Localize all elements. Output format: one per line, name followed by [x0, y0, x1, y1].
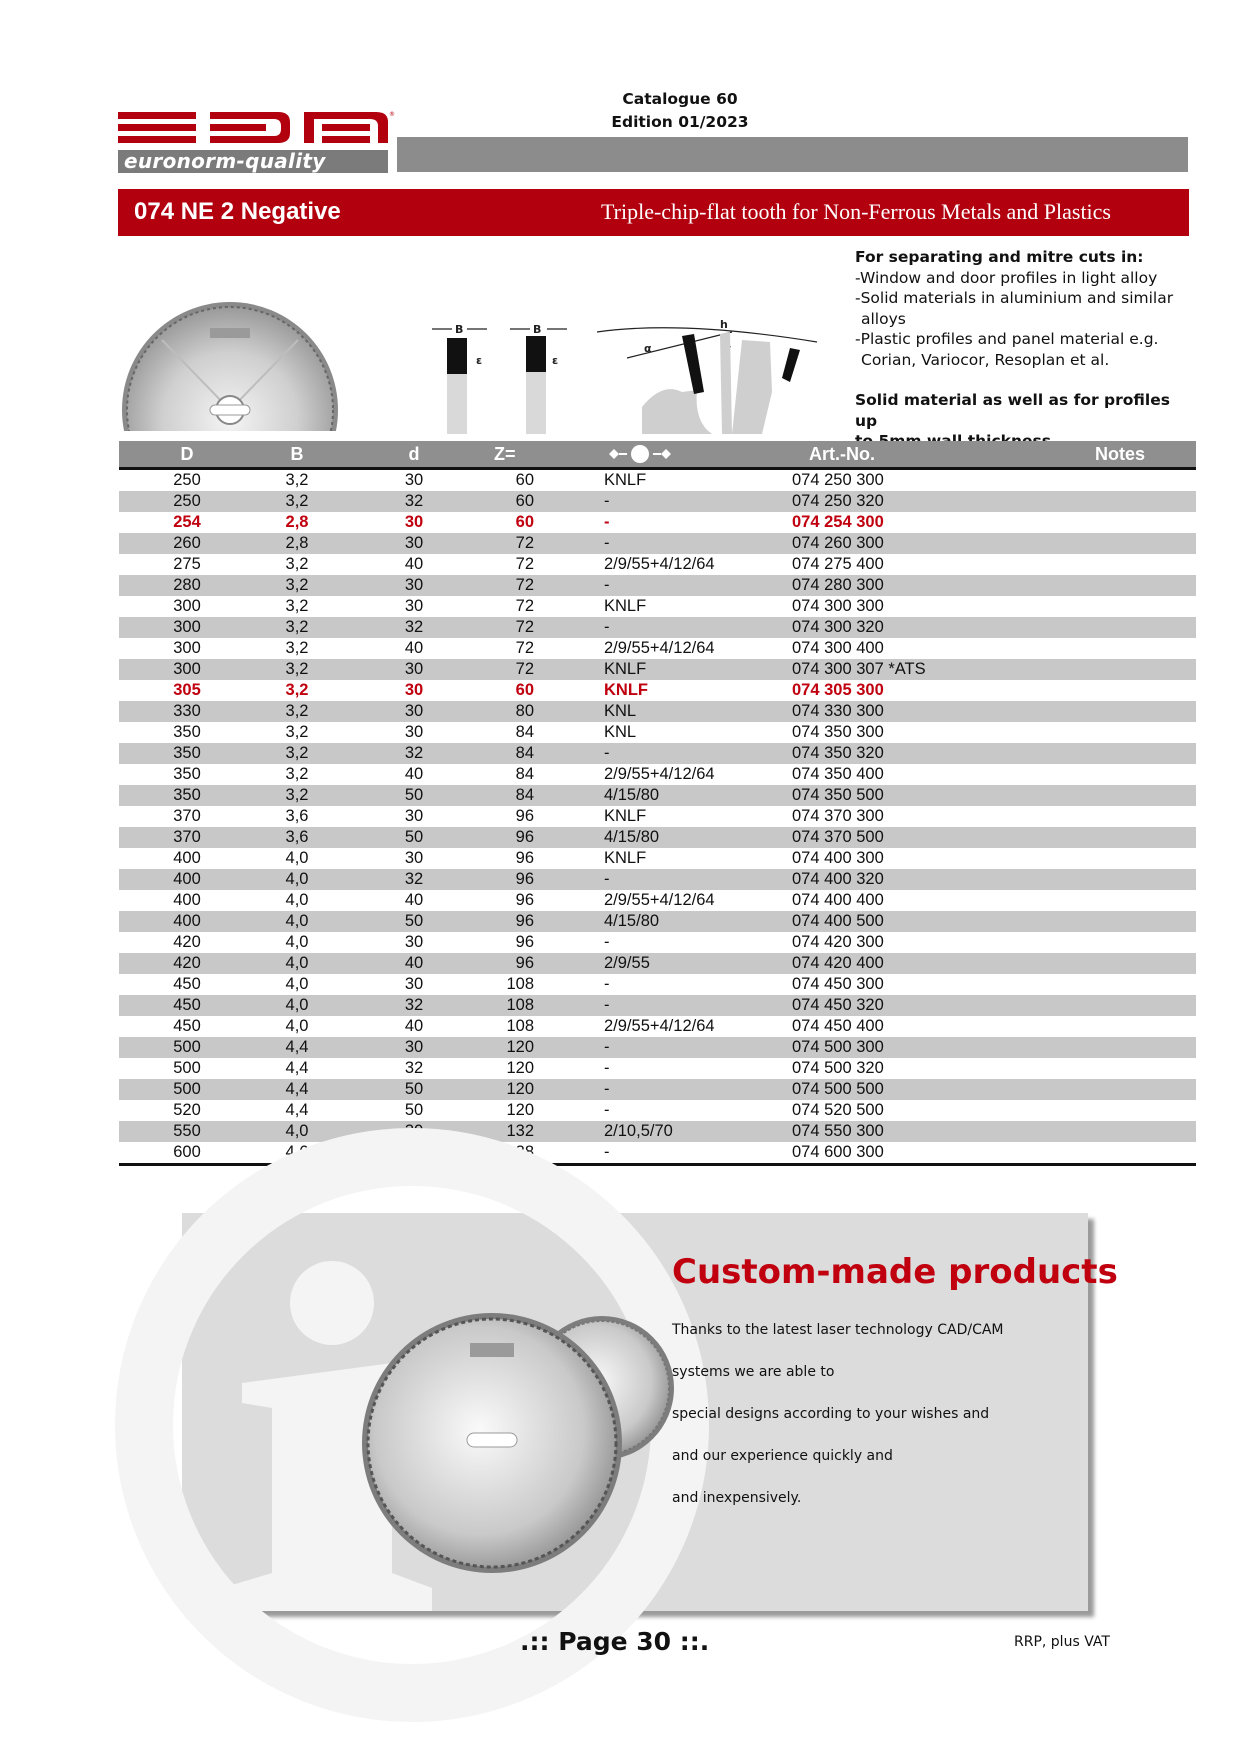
- table-row: [119, 491, 1196, 512]
- table-row: [119, 575, 1196, 596]
- cell-art-no: 074 330 300: [792, 702, 884, 720]
- cell-diameter: 300: [173, 618, 201, 636]
- cell-diameter: 400: [173, 891, 201, 909]
- usage-section: [855, 247, 1195, 452]
- cell-art-no: 074 350 320: [792, 744, 884, 762]
- cell-bore: 30: [404, 471, 424, 489]
- cell-diameter: 550: [173, 1122, 201, 1140]
- cell-kerf-width: 4,0: [285, 975, 309, 993]
- cell-teeth: 96: [515, 828, 534, 846]
- cell-teeth: 84: [515, 723, 534, 741]
- tooth-geometry-diagram: [432, 312, 818, 434]
- cell-art-no: 074 280 300: [792, 576, 884, 594]
- cell-kerf-width: 2,8: [285, 513, 309, 531]
- cell-art-no: 074 300 400: [792, 639, 884, 657]
- cell-bore: 30: [404, 1143, 424, 1161]
- cell-bore: 32: [404, 1059, 424, 1077]
- cell-bore: 30: [404, 702, 424, 720]
- cell-pinholes: 2/9/55+4/12/64: [604, 639, 715, 657]
- cell-art-no: 074 500 300: [792, 1038, 884, 1056]
- cell-pinholes: KNLF: [604, 471, 647, 489]
- header-art-no: Art.-No.: [809, 444, 875, 464]
- table-header: [119, 441, 1196, 467]
- cell-diameter: 350: [173, 723, 201, 741]
- cell-pinholes: -: [604, 513, 610, 531]
- cell-pinholes: -: [604, 1038, 610, 1056]
- product-code: 074 NE 2 Negative: [134, 198, 341, 225]
- table-row: [119, 932, 1196, 953]
- cell-teeth: 108: [506, 996, 534, 1014]
- cell-art-no: 074 600 300: [792, 1143, 884, 1161]
- cell-bore: 50: [404, 828, 424, 846]
- table-row: [119, 827, 1196, 848]
- custom-line: and inexpensively.: [672, 1490, 802, 1506]
- cell-teeth: 132: [506, 1122, 534, 1140]
- cell-art-no: 074 400 400: [792, 891, 884, 909]
- cell-teeth: 84: [515, 744, 534, 762]
- table-row: [119, 722, 1196, 743]
- page-number: .:: Page 30 ::.: [520, 1627, 710, 1656]
- cell-diameter: 450: [173, 996, 201, 1014]
- cell-pinholes: -: [604, 618, 610, 636]
- usage-line: alloys: [861, 309, 906, 328]
- cell-diameter: 305: [173, 681, 201, 699]
- cell-art-no: 074 420 300: [792, 933, 884, 951]
- cell-pinholes: 2/9/55+4/12/64: [604, 765, 715, 783]
- cell-diameter: 420: [173, 954, 201, 972]
- header-teeth: Z=: [494, 444, 516, 464]
- cell-bore: 40: [404, 1017, 424, 1035]
- table-row: [119, 890, 1196, 911]
- cell-teeth: 72: [515, 597, 534, 615]
- cell-diameter: 420: [173, 933, 201, 951]
- cell-pinholes: -: [604, 1080, 610, 1098]
- table-row: [119, 1058, 1196, 1079]
- cell-art-no: 074 305 300: [792, 681, 884, 699]
- cell-pinholes: -: [604, 744, 610, 762]
- cell-pinholes: KNLF: [604, 849, 647, 867]
- cell-bore: 50: [404, 912, 424, 930]
- cell-diameter: 500: [173, 1080, 201, 1098]
- cell-bore: 30: [404, 660, 424, 678]
- table-row: [119, 1079, 1196, 1100]
- cell-art-no: 074 550 300: [792, 1122, 884, 1140]
- cell-kerf-width: 3,2: [285, 786, 309, 804]
- cell-pinholes: -: [604, 1101, 610, 1119]
- cell-teeth: 84: [515, 765, 534, 783]
- cell-art-no: 074 350 300: [792, 723, 884, 741]
- cell-diameter: 520: [173, 1101, 201, 1119]
- cell-diameter: 600: [173, 1143, 201, 1161]
- cell-art-no: 074 420 400: [792, 954, 884, 972]
- cell-diameter: 275: [173, 555, 201, 573]
- cell-art-no: 074 350 400: [792, 765, 884, 783]
- cell-art-no: 074 450 300: [792, 975, 884, 993]
- cell-art-no: 074 250 320: [792, 492, 884, 510]
- table-row: [119, 470, 1196, 491]
- cell-diameter: 450: [173, 1017, 201, 1035]
- cell-teeth: 72: [515, 576, 534, 594]
- cell-teeth: 60: [515, 471, 534, 489]
- cell-kerf-width: 3,2: [285, 765, 309, 783]
- svg-text:h: h: [720, 318, 728, 331]
- cell-pinholes: -: [604, 1143, 610, 1161]
- cell-bore: 40: [404, 891, 424, 909]
- cell-art-no: 074 370 300: [792, 807, 884, 825]
- cell-pinholes: -: [604, 1059, 610, 1077]
- cell-diameter: 254: [173, 513, 201, 531]
- cell-pinholes: 2/9/55: [604, 954, 650, 972]
- cell-art-no: 074 260 300: [792, 534, 884, 552]
- cell-kerf-width: 4,0: [285, 912, 309, 930]
- cell-diameter: 280: [173, 576, 201, 594]
- cell-teeth: 72: [515, 660, 534, 678]
- cell-kerf-width: 4,0: [285, 933, 309, 951]
- table-row: [119, 512, 1196, 533]
- cell-bore: 30: [404, 681, 424, 699]
- custom-line: systems we are able to: [672, 1364, 835, 1380]
- cell-bore: 32: [404, 618, 424, 636]
- table-row: [119, 1100, 1196, 1121]
- table-row: [119, 743, 1196, 764]
- cell-teeth: 72: [515, 639, 534, 657]
- product-title-bar: [118, 189, 1189, 236]
- cell-kerf-width: 3,2: [285, 471, 309, 489]
- header-notes: Notes: [1095, 444, 1146, 464]
- cell-diameter: 260: [173, 534, 201, 552]
- header-kerf-width: B: [290, 444, 304, 464]
- table-row: [119, 995, 1196, 1016]
- cell-bore: 32: [404, 492, 424, 510]
- cell-bore: 32: [404, 744, 424, 762]
- table-row: [119, 848, 1196, 869]
- table-body: [119, 470, 1196, 1163]
- cell-kerf-width: 4,4: [285, 1080, 309, 1098]
- cell-kerf-width: 3,2: [285, 555, 309, 573]
- cell-diameter: 370: [173, 807, 201, 825]
- cell-diameter: 400: [173, 870, 201, 888]
- cell-bore: 30: [404, 1122, 424, 1140]
- cell-pinholes: 4/15/80: [604, 912, 660, 930]
- cell-kerf-width: 4,0: [285, 1122, 309, 1140]
- cell-teeth: 96: [515, 807, 534, 825]
- custom-line: Thanks to the latest laser technology CAD/CAM: [672, 1322, 1004, 1338]
- cell-diameter: 350: [173, 744, 201, 762]
- cell-bore: 30: [404, 723, 424, 741]
- cell-teeth: 120: [506, 1059, 534, 1077]
- cell-diameter: 250: [173, 471, 201, 489]
- cell-teeth: 96: [515, 954, 534, 972]
- cell-teeth: 96: [515, 870, 534, 888]
- cell-bore: 30: [404, 1038, 424, 1056]
- cell-diameter: 250: [173, 492, 201, 510]
- cell-teeth: 80: [515, 702, 534, 720]
- cell-teeth: 60: [515, 513, 534, 531]
- cell-pinholes: -: [604, 492, 610, 510]
- cell-kerf-width: 3,6: [285, 828, 309, 846]
- table-row: [119, 701, 1196, 722]
- table-row: [119, 596, 1196, 617]
- cell-kerf-width: 3,2: [285, 681, 309, 699]
- usage-line: -Solid materials in aluminium and similar: [855, 289, 1174, 307]
- cell-kerf-width: 3,2: [285, 576, 309, 594]
- cell-diameter: 300: [173, 639, 201, 657]
- cell-kerf-width: 3,2: [285, 492, 309, 510]
- cell-teeth: 120: [506, 1101, 534, 1119]
- cell-art-no: 074 350 500: [792, 786, 884, 804]
- cell-art-no: 074 370 500: [792, 828, 884, 846]
- cell-art-no: 074 500 500: [792, 1080, 884, 1098]
- cell-diameter: 300: [173, 660, 201, 678]
- cell-bore: 50: [404, 1080, 424, 1098]
- svg-text:ε: ε: [476, 354, 483, 367]
- cell-diameter: 500: [173, 1059, 201, 1077]
- cell-art-no: 074 450 320: [792, 996, 884, 1014]
- table-row: [119, 806, 1196, 827]
- usage-line: Corian, Variocor, Resoplan et al.: [861, 350, 1110, 369]
- cell-pinholes: KNL: [604, 702, 637, 720]
- table-row: [119, 1121, 1196, 1142]
- cell-bore: 30: [404, 933, 424, 951]
- cell-diameter: 400: [173, 849, 201, 867]
- cell-teeth: 84: [515, 786, 534, 804]
- cell-art-no: 074 520 500: [792, 1101, 884, 1119]
- cell-teeth: 60: [515, 681, 534, 699]
- cell-pinholes: -: [604, 534, 610, 552]
- cell-teeth: 120: [506, 1038, 534, 1056]
- table-row: [119, 617, 1196, 638]
- cell-kerf-width: 4,6: [285, 1143, 309, 1161]
- usage-note: Solid material as well as for profiles up: [855, 391, 1170, 430]
- cell-teeth: 96: [515, 933, 534, 951]
- cell-teeth: 138: [506, 1143, 534, 1161]
- cell-bore: 40: [404, 954, 424, 972]
- cell-teeth: 60: [515, 492, 534, 510]
- cell-bore: 40: [404, 639, 424, 657]
- cell-bore: 32: [404, 870, 424, 888]
- cell-bore: 30: [404, 849, 424, 867]
- cell-pinholes: -: [604, 975, 610, 993]
- cell-pinholes: 4/15/80: [604, 786, 660, 804]
- product-table: [119, 441, 1196, 1166]
- cell-pinholes: KNL: [604, 723, 637, 741]
- usage-heading: For separating and mitre cuts in:: [855, 248, 1144, 266]
- cell-pinholes: KNLF: [604, 660, 647, 678]
- cell-kerf-width: 4,0: [285, 891, 309, 909]
- table-row: [119, 953, 1196, 974]
- cell-bore: 30: [404, 534, 424, 552]
- cell-pinholes: -: [604, 870, 610, 888]
- cell-diameter: 450: [173, 975, 201, 993]
- cell-art-no: 074 275 400: [792, 555, 884, 573]
- saw-blade-image: [122, 300, 342, 435]
- cell-kerf-width: 4,0: [285, 849, 309, 867]
- cell-pinholes: 4/15/80: [604, 828, 660, 846]
- cell-kerf-width: 4,4: [285, 1038, 309, 1056]
- cell-kerf-width: 4,0: [285, 870, 309, 888]
- table-row: [119, 764, 1196, 785]
- svg-text:α: α: [644, 342, 652, 355]
- cell-teeth: 120: [506, 1080, 534, 1098]
- cell-pinholes: -: [604, 576, 610, 594]
- cell-art-no: 074 254 300: [792, 513, 884, 531]
- cell-teeth: 72: [515, 555, 534, 573]
- table-row: [119, 869, 1196, 890]
- cell-art-no: 074 300 300: [792, 597, 884, 615]
- cell-diameter: 400: [173, 912, 201, 930]
- cell-art-no: 074 250 300: [792, 471, 884, 489]
- cell-pinholes: -: [604, 933, 610, 951]
- cell-art-no: 074 400 300: [792, 849, 884, 867]
- cell-teeth: 72: [515, 534, 534, 552]
- custom-line: special designs according to your wishes and: [672, 1406, 990, 1422]
- cell-bore: 30: [404, 597, 424, 615]
- cell-kerf-width: 3,2: [285, 702, 309, 720]
- price-note: RRP, plus VAT: [1014, 1634, 1110, 1650]
- cell-bore: 30: [404, 513, 424, 531]
- cell-diameter: 500: [173, 1038, 201, 1056]
- cell-pinholes: 2/10,5/70: [604, 1122, 673, 1140]
- cell-kerf-width: 3,2: [285, 723, 309, 741]
- cell-kerf-width: 4,0: [285, 954, 309, 972]
- cell-kerf-width: 4,4: [285, 1059, 309, 1077]
- svg-text:ε: ε: [552, 354, 559, 367]
- cell-bore: 30: [404, 807, 424, 825]
- cell-teeth: 108: [506, 1017, 534, 1035]
- cell-diameter: 330: [173, 702, 201, 720]
- usage-line: -Window and door profiles in light alloy: [855, 268, 1158, 287]
- usage-line: -Plastic profiles and panel material e.g.: [855, 330, 1159, 348]
- custom-line: and our experience quickly and: [672, 1448, 893, 1464]
- cell-diameter: 350: [173, 765, 201, 783]
- table-row: [119, 554, 1196, 575]
- cell-bore: 30: [404, 576, 424, 594]
- cell-art-no: 074 300 320: [792, 618, 884, 636]
- catalogue-number: Catalogue 60: [622, 90, 738, 108]
- cell-teeth: 96: [515, 849, 534, 867]
- cell-art-no: 074 400 320: [792, 870, 884, 888]
- cell-diameter: 300: [173, 597, 201, 615]
- brand-tagline: euronorm-quality: [118, 150, 388, 173]
- table-row: [119, 911, 1196, 932]
- svg-text:®: ®: [389, 111, 395, 118]
- cell-kerf-width: 3,2: [285, 639, 309, 657]
- catalogue-edition: Edition 01/2023: [611, 113, 749, 131]
- custom-products-text: [672, 1322, 1062, 1532]
- header-diameter: D: [180, 444, 194, 464]
- catalogue-info: [560, 88, 800, 134]
- cell-diameter: 370: [173, 828, 201, 846]
- cell-pinholes: 2/9/55+4/12/64: [604, 891, 715, 909]
- table-row: [119, 533, 1196, 554]
- cell-art-no: 074 300 307 *ATS: [792, 660, 926, 678]
- cell-art-no: 074 400 500: [792, 912, 884, 930]
- cell-pinholes: 2/9/55+4/12/64: [604, 555, 715, 573]
- svg-text:B: B: [533, 323, 542, 336]
- svg-text:B: B: [455, 323, 464, 336]
- cell-teeth: 96: [515, 891, 534, 909]
- cell-pinholes: 2/9/55+4/12/64: [604, 1017, 715, 1035]
- table-row: [119, 638, 1196, 659]
- cell-pinholes: KNLF: [604, 681, 648, 699]
- cell-kerf-width: 3,2: [285, 597, 309, 615]
- cell-bore: 40: [404, 555, 424, 573]
- cell-teeth: 108: [506, 975, 534, 993]
- custom-products-title: Custom-made products: [672, 1252, 1118, 1292]
- cell-bore: 30: [404, 975, 424, 993]
- cell-kerf-width: 3,2: [285, 744, 309, 762]
- cell-pinholes: KNLF: [604, 807, 647, 825]
- cell-bore: 40: [404, 765, 424, 783]
- cell-art-no: 074 500 320: [792, 1059, 884, 1077]
- table-row: [119, 659, 1196, 680]
- cell-bore: 50: [404, 786, 424, 804]
- pinholes-icon: [607, 443, 673, 465]
- cell-kerf-width: 3,2: [285, 660, 309, 678]
- product-description: Triple-chip-flat tooth for Non-Ferrous Metals and Plastics: [601, 199, 1111, 224]
- cell-kerf-width: 2,8: [285, 534, 309, 552]
- cell-kerf-width: 3,6: [285, 807, 309, 825]
- cell-teeth: 72: [515, 618, 534, 636]
- cell-teeth: 96: [515, 912, 534, 930]
- cell-kerf-width: 4,4: [285, 1101, 309, 1119]
- cell-art-no: 074 450 400: [792, 1017, 884, 1035]
- cell-pinholes: -: [604, 996, 610, 1014]
- cell-bore: 50: [404, 1101, 424, 1119]
- table-row: [119, 1037, 1196, 1058]
- table-row: [119, 1016, 1196, 1037]
- cell-bore: 32: [404, 996, 424, 1014]
- header-gray-bar: [397, 137, 1188, 172]
- cell-kerf-width: 4,0: [285, 1017, 309, 1035]
- header-bore: d: [408, 444, 420, 464]
- table-row: [119, 785, 1196, 806]
- cell-diameter: 350: [173, 786, 201, 804]
- cell-kerf-width: 3,2: [285, 618, 309, 636]
- table-row: [119, 680, 1196, 701]
- table-row: [119, 974, 1196, 995]
- cell-pinholes: KNLF: [604, 597, 647, 615]
- cell-kerf-width: 4,0: [285, 996, 309, 1014]
